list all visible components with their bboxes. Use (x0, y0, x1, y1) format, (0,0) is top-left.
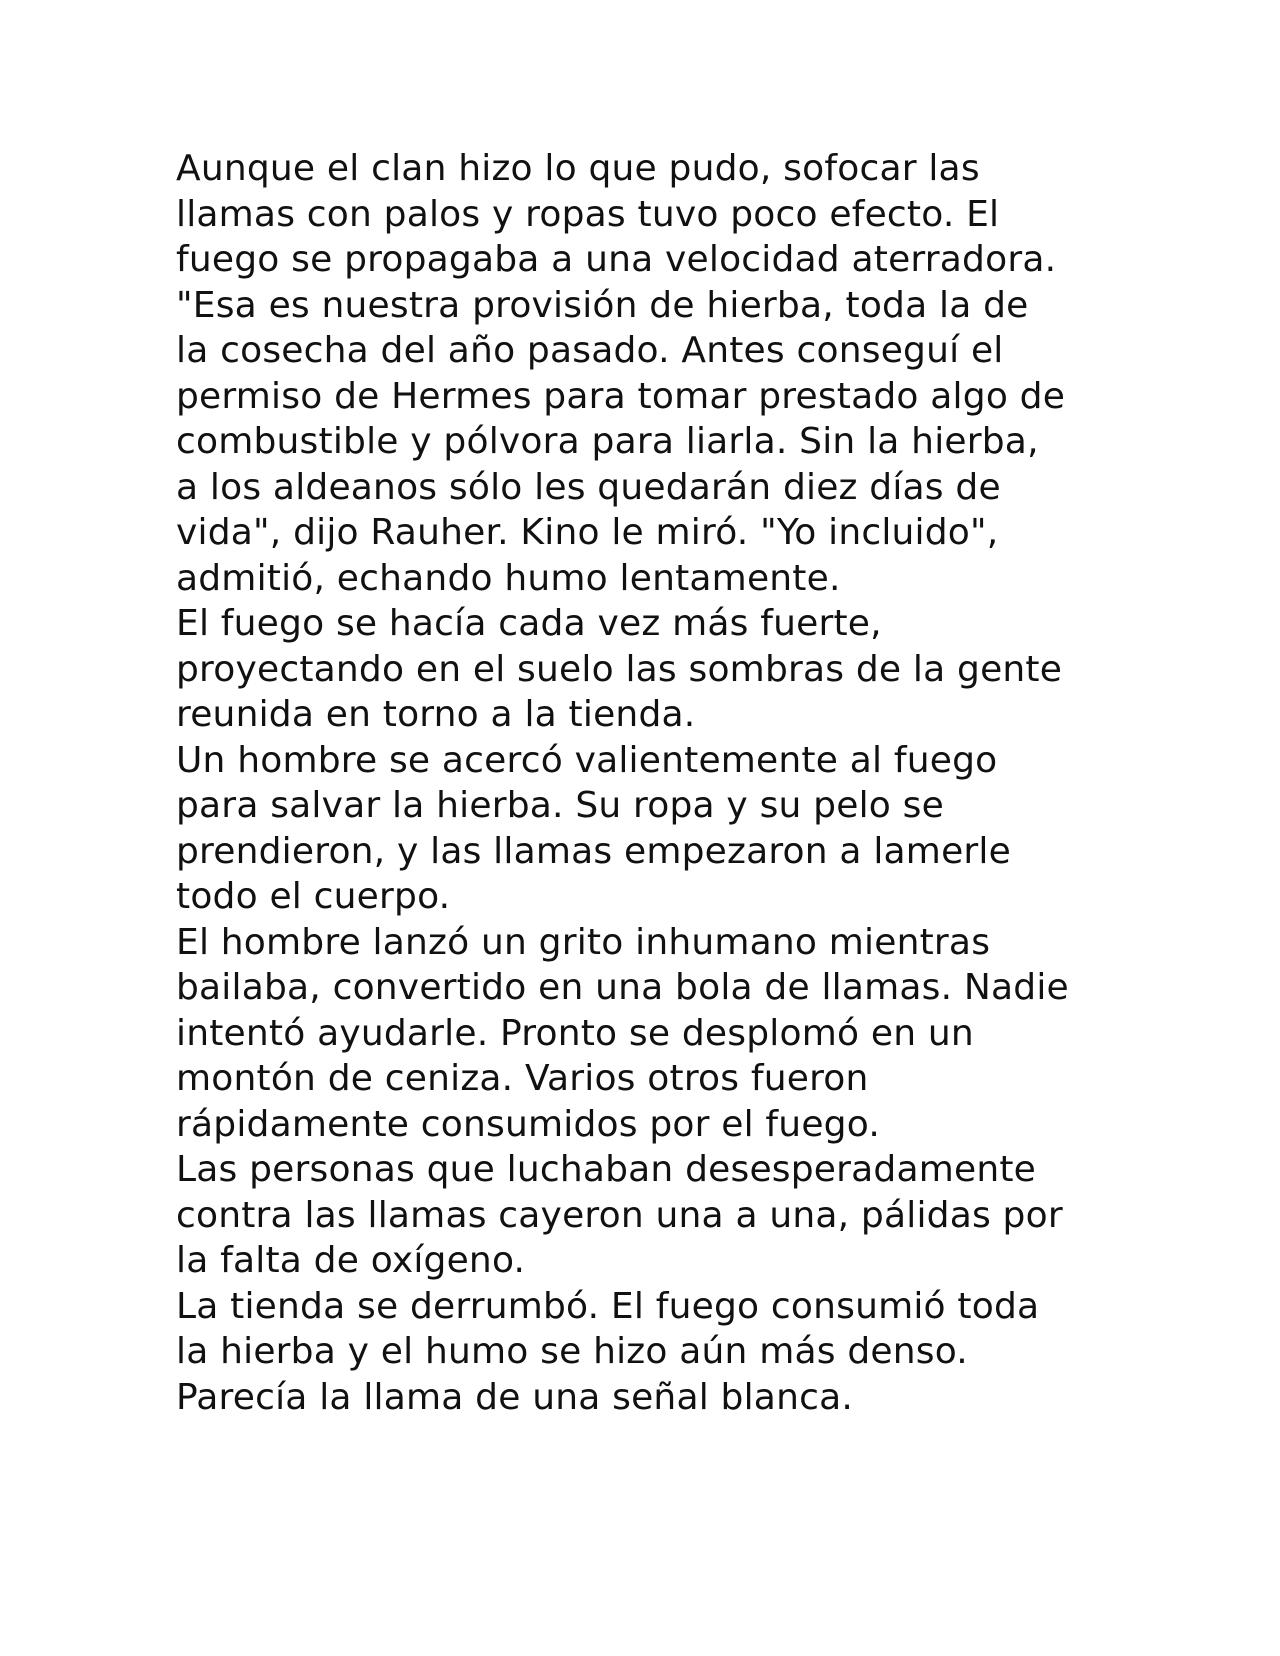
document-page (176, 146, 1116, 1420)
paragraph-4 (176, 920, 1116, 1148)
text-line: bailaba, convertido en una bola de llamas. Nadie (176, 967, 1069, 1008)
text-line: llamas con palos y ropas tuvo poco efecto. El (176, 193, 1000, 235)
text-line: "Esa es nuestra provisión de hierba, toda la de (176, 284, 1029, 326)
text-line: Un hombre se acercó valientemente al fuego (176, 739, 998, 781)
text-line: fuego se propagaba a una velocidad aterradora. (176, 239, 1057, 280)
text-line: la falta de oxígeno. (176, 1240, 526, 1281)
text-line: El fuego se hacía cada vez más fuerte, (176, 603, 882, 644)
text-line: La tienda se derrumbó. El fuego consumió toda (176, 1285, 1040, 1327)
text-line: combustible y pólvora para liarla. Sin la hierba, (176, 421, 1039, 462)
text-line: todo el cuerpo. (176, 876, 451, 917)
text-line: la cosecha del año pasado. Antes conseguí el (176, 330, 1004, 371)
text-line: Las personas que luchaban desesperadamente (176, 1149, 1037, 1190)
text-line: El hombre lanzó un grito inhumano mientras (176, 921, 991, 963)
text-line: contra las llamas cayeron una a una, pálidas por (176, 1194, 1063, 1236)
text-line: reunida en torno a la tienda. (176, 694, 696, 735)
text-line: a los aldeanos sólo les quedarán diez días de (176, 466, 1001, 508)
text-line: Parecía la llama de una señal blanca. (176, 1376, 853, 1418)
text-line: rápidamente consumidos por el fuego. (176, 1103, 880, 1145)
text-line: para salvar la hierba. Su ropa y su pelo se (176, 785, 944, 826)
text-line: intentó ayudarle. Pronto se desplomó en un (176, 1012, 974, 1054)
text-line: admitió, echando humo lentamente. (176, 557, 841, 599)
paragraph-6 (176, 1284, 1116, 1421)
paragraph-5 (176, 1147, 1116, 1284)
paragraph-1 (176, 146, 1116, 601)
text-line: permiso de Hermes para tomar prestado algo de (176, 375, 1066, 417)
text-line: vida", dijo Rauher. Kino le miró. "Yo incluido", (176, 512, 999, 553)
text-line: prendieron, y las llamas empezaron a lamerle (176, 830, 1011, 872)
text-line: proyectando en el suelo las sombras de la gente (176, 648, 1063, 690)
text-line: montón de ceniza. Varios otros fueron (176, 1058, 869, 1099)
paragraph-3 (176, 738, 1116, 920)
text-line: Aunque el clan hizo lo que pudo, sofocar las (176, 148, 980, 189)
text-line: la hierba y el humo se hizo aún más denso. (176, 1331, 968, 1372)
paragraph-2 (176, 601, 1116, 738)
